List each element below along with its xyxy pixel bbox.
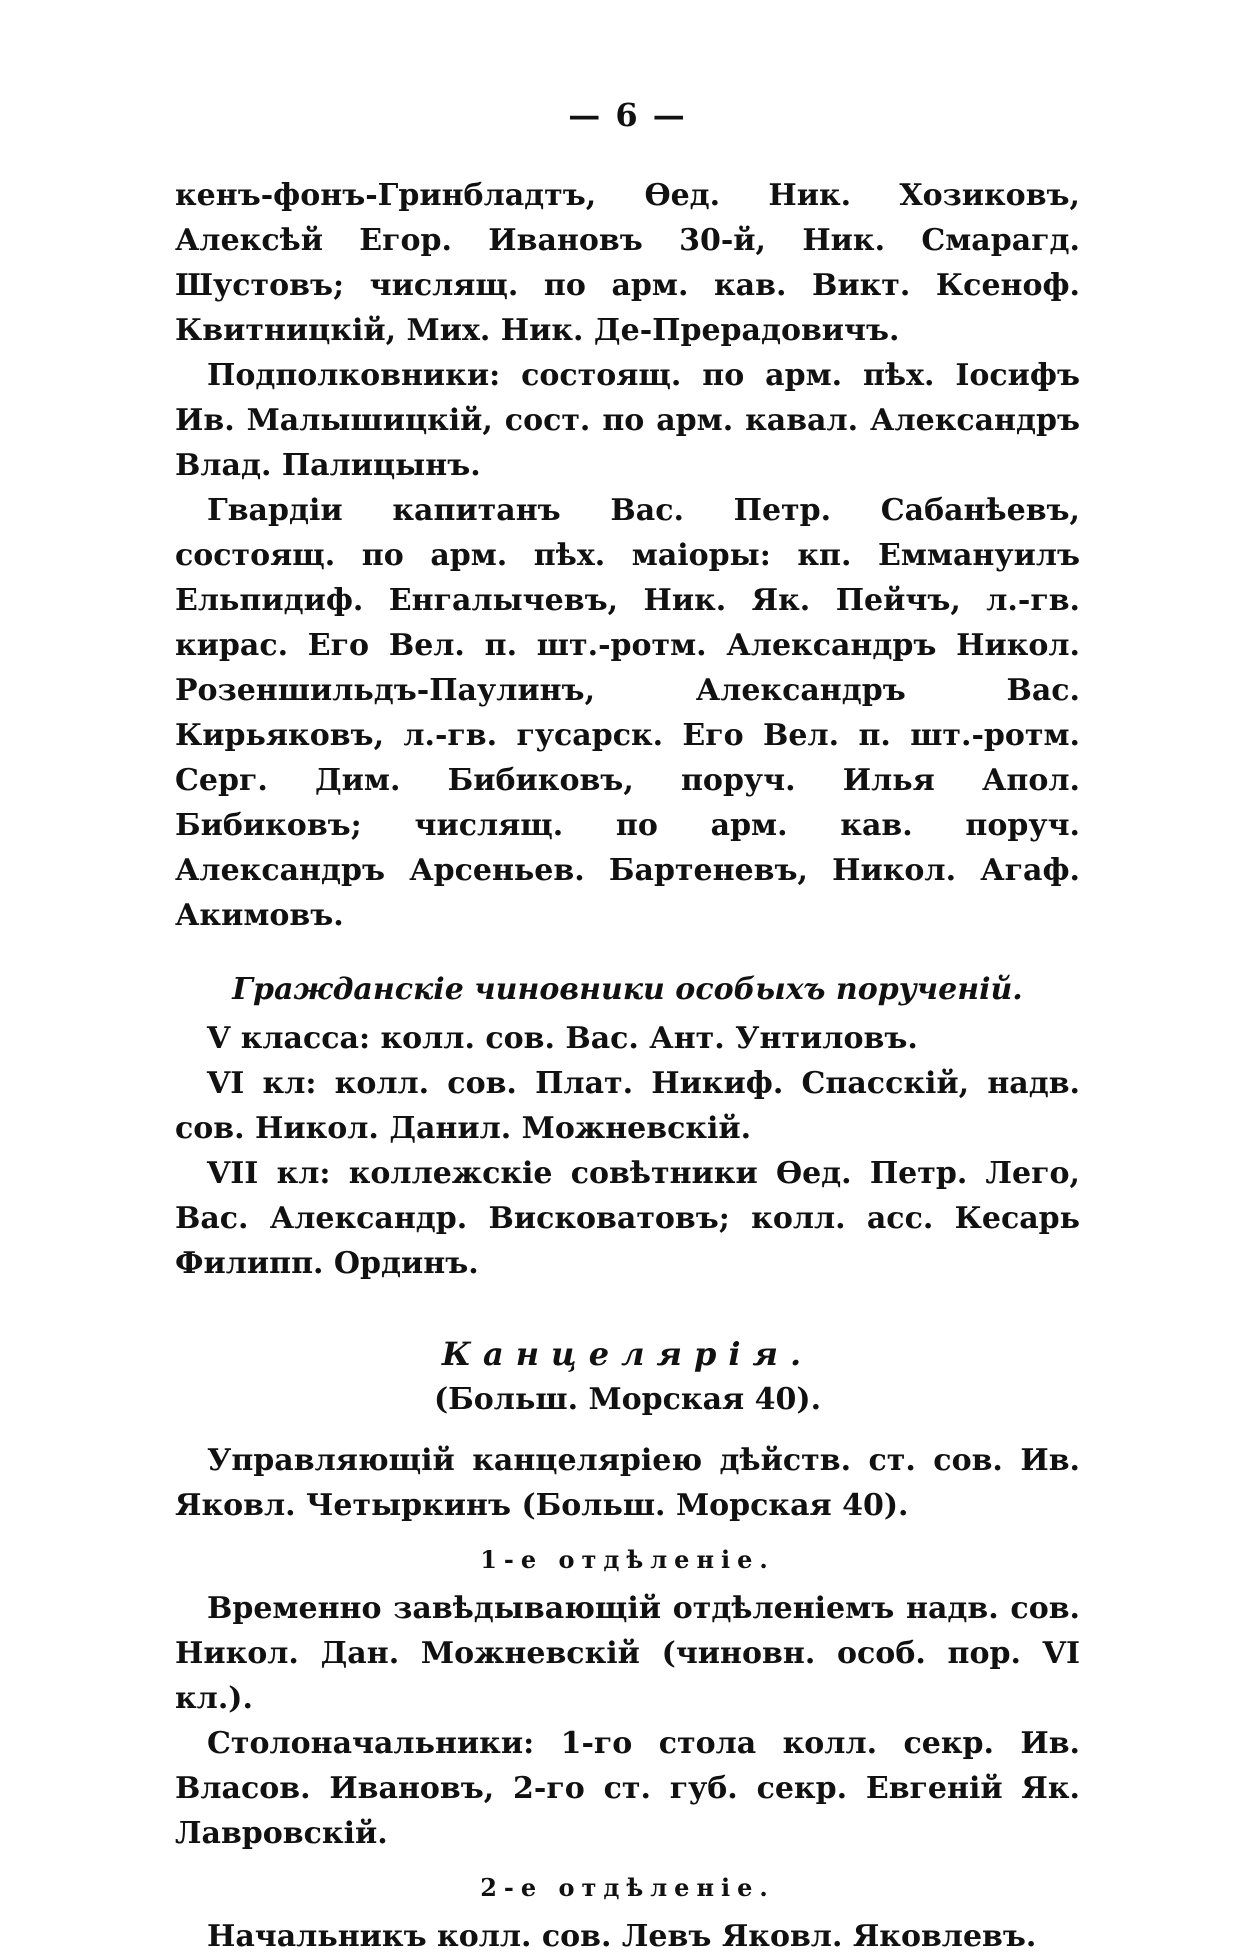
paragraph-chancery-manager: Управляющій канцеляріею дѣйств. ст. сов. Ив. Яковл. Четыркинъ (Больш. Морская 40). <box>175 1443 1080 1523</box>
paragraph-dept2-head: Начальникъ колл. сов. Левъ Яковл. Яковлевъ. <box>207 1919 1037 1954</box>
paragraph-dept1-head: Временно завѣдывающій отдѣленіемъ надв. сов. Никол. Дан. Можневскій (чиновн. особ. пор. VI кл.). <box>175 1591 1080 1716</box>
section-title-civil-officials: Гражданскіе чиновники особыхъ порученій. <box>232 972 1023 1007</box>
paragraph-colonels-continued: кенъ-фонъ-Гринбладтъ, Ѳед. Ник. Хозиковъ, Алексѣй Егор. Ивановъ 30-й, Ник. Смарагд. Шустовъ; числящ. по арм. кав. Викт. Ксеноф. Квитницкій, Мих. Ник. Де-Прерадовичъ. <box>175 178 1080 348</box>
paragraph-class-5: V класса: колл. сов. Вас. Ант. Унтиловъ. <box>207 1021 918 1056</box>
department-2-heading: 2-е отдѣленіе. <box>480 1873 775 1902</box>
document-page <box>175 95 1080 1954</box>
department-1-heading: 1-е отдѣленіе. <box>480 1545 775 1574</box>
section-title-chancery: Канцелярія. <box>441 1335 814 1373</box>
chancery-address: (Больш. Морская 40). <box>433 1382 822 1417</box>
paragraph-lieutenant-colonels: Подполковники: состоящ. по арм. пѣх. Іосифъ Ив. Малышицкій, сост. по арм. кавал. Александръ Влад. Палицынъ. <box>175 358 1080 483</box>
paragraph-dept1-desk-heads: Столоначальники: 1-го стола колл. секр. Ив. Власов. Ивановъ, 2-го ст. губ. секр. Евгеній Як. Лавровскій. <box>175 1726 1080 1851</box>
page-number: — 6 — <box>568 96 687 134</box>
paragraph-guards-captain: Гвардіи капитанъ Вас. Петр. Сабанѣевъ, состоящ. по арм. пѣх. маіоры: кп. Еммануилъ Ельпидиф. Енгалычевъ, Ник. Як. Пейчъ, л.-гв. кирас. Его Вел. п. шт.-ротм. Александръ Никол. Розеншильдъ-Паулинъ, Александръ Вас. Кирьяковъ, л.-гв. гусарск. Его Вел. п. шт.-ротм. Серг. Дим. Бибиковъ, поруч. Илья Апол. Бибиковъ; числящ. по арм. кав. поруч. Александръ Арсеньев. Бартеневъ, Никол. Агаф. Акимовъ. <box>175 493 1080 933</box>
paragraph-class-6: VI кл: колл. сов. Плат. Никиф. Спасскій, надв. сов. Никол. Данил. Можневскій. <box>175 1066 1080 1146</box>
paragraph-class-7: VII кл: коллежскіе совѣтники Ѳед. Петр. Лего, Вас. Александр. Висковатовъ; колл. асс. Кесарь Филипп. Ординъ. <box>175 1156 1080 1281</box>
